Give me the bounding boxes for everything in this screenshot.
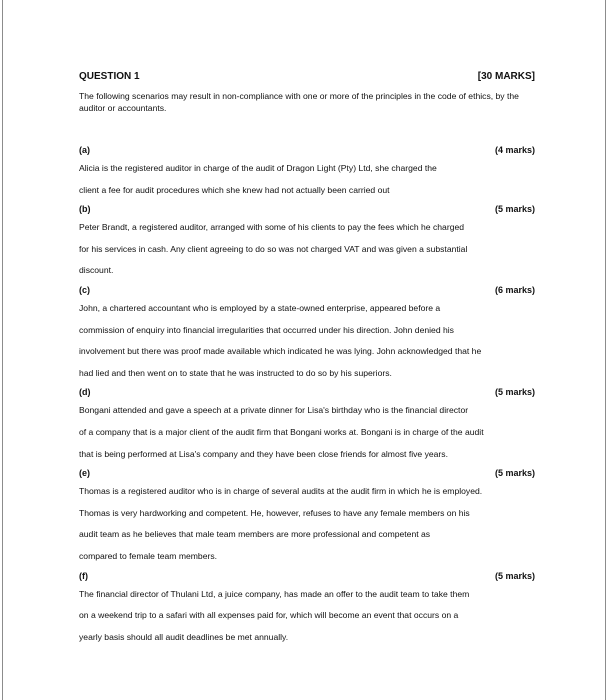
document-page	[2, 0, 606, 700]
scenario-line: for his services in cash. Any client agreeing to do so was not charged VAT and was given a substantial	[79, 243, 468, 254]
scenario-line: compared to female team members.	[79, 550, 218, 561]
scenario-c	[79, 282, 535, 384]
scenario-text	[79, 584, 535, 649]
scenario-line: commission of enquiry into financial irregularities that occurred under his direction. John denied his	[79, 324, 454, 335]
scenario-line: on a weekend trip to a safari with all expenses paid for, which will become an event that occurs on a	[79, 610, 459, 621]
scenario-marks: (5 marks)	[494, 468, 535, 479]
scenario-line: discount.	[79, 265, 114, 276]
scenario-line: Bongani attended and gave a speech at a private dinner for Lisa's birthday who is the financial director	[79, 405, 469, 416]
scenario-line: Thomas is a registered auditor who is in charge of several audits at the audit firm in which he is employed.	[79, 486, 483, 497]
scenario-label: (f)	[79, 570, 88, 581]
scenario-label: (b)	[79, 204, 91, 215]
scenario-marks: (5 marks)	[494, 570, 535, 581]
scenario-line: had lied and then went on to state that he was instructed to do so by his superiors.	[79, 367, 392, 378]
scenario-d-header	[79, 384, 535, 400]
scenario-b	[79, 201, 535, 282]
question-title: QUESTION 1	[79, 71, 140, 82]
scenario-line: client a fee for audit procedures which she knew had not actually been carried out	[79, 184, 390, 195]
scenario-text	[79, 298, 535, 384]
scenario-text	[79, 481, 535, 567]
scenario-text	[79, 217, 535, 282]
document-content	[79, 70, 535, 648]
scenario-marks: (5 marks)	[494, 204, 535, 215]
scenario-line: of a company that is a major client of the audit firm that Bongani works at. Bongani is in charge of the audit	[79, 426, 484, 437]
scenario-e-header	[79, 465, 535, 481]
scenario-label: (c)	[79, 284, 90, 295]
scenario-label: (a)	[79, 145, 90, 155]
scenario-marks: (6 marks)	[494, 284, 535, 295]
scenario-line: The financial director of Thulani Ltd, a juice company, has made an offer to the audit team to take them	[79, 588, 470, 599]
scenario-marks: (5 marks)	[494, 387, 535, 398]
scenario-d	[79, 384, 535, 465]
scenario-a	[79, 142, 535, 201]
scenario-f	[79, 568, 535, 649]
question-header	[79, 70, 535, 84]
scenario-f-header	[79, 568, 535, 584]
scenario-text	[79, 400, 535, 465]
scenario-line: audit team as he believes that male team members are more professional and competent as	[79, 529, 431, 540]
scenario-text	[79, 158, 535, 201]
question-marks: [30 MARKS]	[477, 71, 535, 82]
scenario-c-header	[79, 282, 535, 298]
scenario-line: Thomas is very hardworking and competent. He, however, refuses to have any female members on his	[79, 507, 470, 518]
scenario-line: that is being performed at Lisa's company and they have been close friends for almost five years.	[79, 448, 448, 459]
scenario-marks: (4 marks)	[494, 145, 535, 155]
scenario-line: yearly basis should all audit deadlines be met annually.	[79, 631, 289, 642]
scenario-line: Peter Brandt, a registered auditor, arranged with some of his clients to pay the fees which he charged	[79, 222, 465, 233]
scenario-line: involvement but there was proof made available which indicated he was lying. John acknowledged that he	[79, 346, 482, 357]
question-intro: The following scenarios may result in non-compliance with one or more of the principles in the code of ethics, by the auditor or accountants.	[79, 91, 519, 113]
scenario-line: John, a chartered accountant who is employed by a state-owned enterprise, appeared before a	[79, 302, 441, 313]
scenario-a-header	[79, 142, 535, 158]
scenario-e	[79, 465, 535, 567]
scenario-line: Alicia is the registered auditor in charge of the audit of Dragon Light (Pty) Ltd, she charged the	[79, 163, 437, 173]
scenario-label: (d)	[79, 387, 91, 398]
scenario-label: (e)	[79, 468, 90, 479]
scenario-b-header	[79, 201, 535, 217]
